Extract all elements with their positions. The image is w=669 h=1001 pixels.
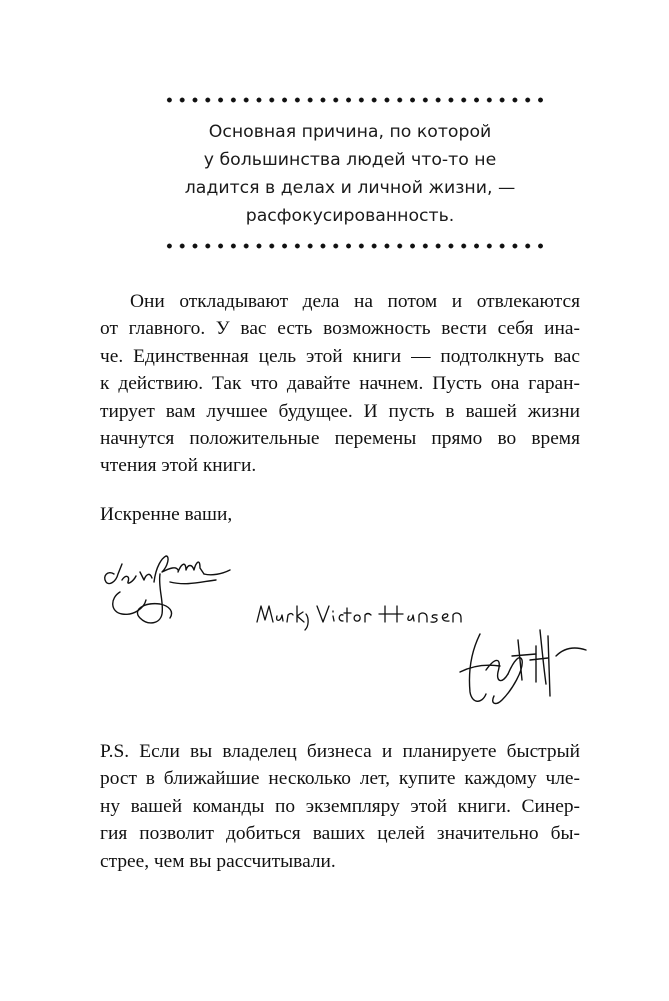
paragraph-line: начнутся положительные перемены прямо во время [100, 428, 580, 450]
paragraph-line: рост в ближайшие несколько лет, купите каждому чле- [100, 768, 580, 790]
paragraph-line: Они откладывают дела на потом и отвлекаются [130, 291, 580, 312]
paragraph-line: тирует вам лучшее будущее. И пусть в вашей жизни [100, 400, 580, 422]
ps-paragraph [100, 738, 580, 875]
pull-quote [150, 118, 550, 230]
signature-canfield [100, 552, 240, 632]
paragraph-line: ну вашей команды по экземпляру этой книги. Синер- [100, 795, 580, 817]
paragraph-line: стрее, чем вы рассчитывали. [100, 850, 336, 872]
paragraph-line: P.S. Если вы владелец бизнеса и планируете быстрый [100, 741, 580, 762]
signature-hewitt [452, 620, 592, 720]
closing-salutation: Искренне ваши, [100, 504, 233, 525]
main-paragraph [100, 288, 580, 480]
bottom-dotted-divider [163, 242, 543, 250]
paragraph-line: че. Единственная цель этой книги — подтолкнуть вас [100, 345, 580, 367]
paragraph-line: к действию. Так что давайте начнем. Пусть она гаран- [100, 373, 580, 395]
pull-quote-line: ладится в делах и личной жизни, — [184, 178, 516, 198]
pull-quote-line: расфокусированность. [245, 206, 455, 226]
top-dotted-divider [163, 96, 543, 104]
pull-quote-line: Основная причина, по которой [208, 122, 492, 142]
paragraph-line: гия позволит добиться ваших целей значительно бы- [100, 823, 580, 845]
paragraph-line: от главного. У вас есть возможность вести себя ина- [100, 318, 580, 340]
paragraph-line: чтения этой книги. [100, 455, 257, 477]
signature-hansen [255, 598, 475, 638]
pull-quote-line: у большинства людей что-то не [203, 150, 497, 170]
